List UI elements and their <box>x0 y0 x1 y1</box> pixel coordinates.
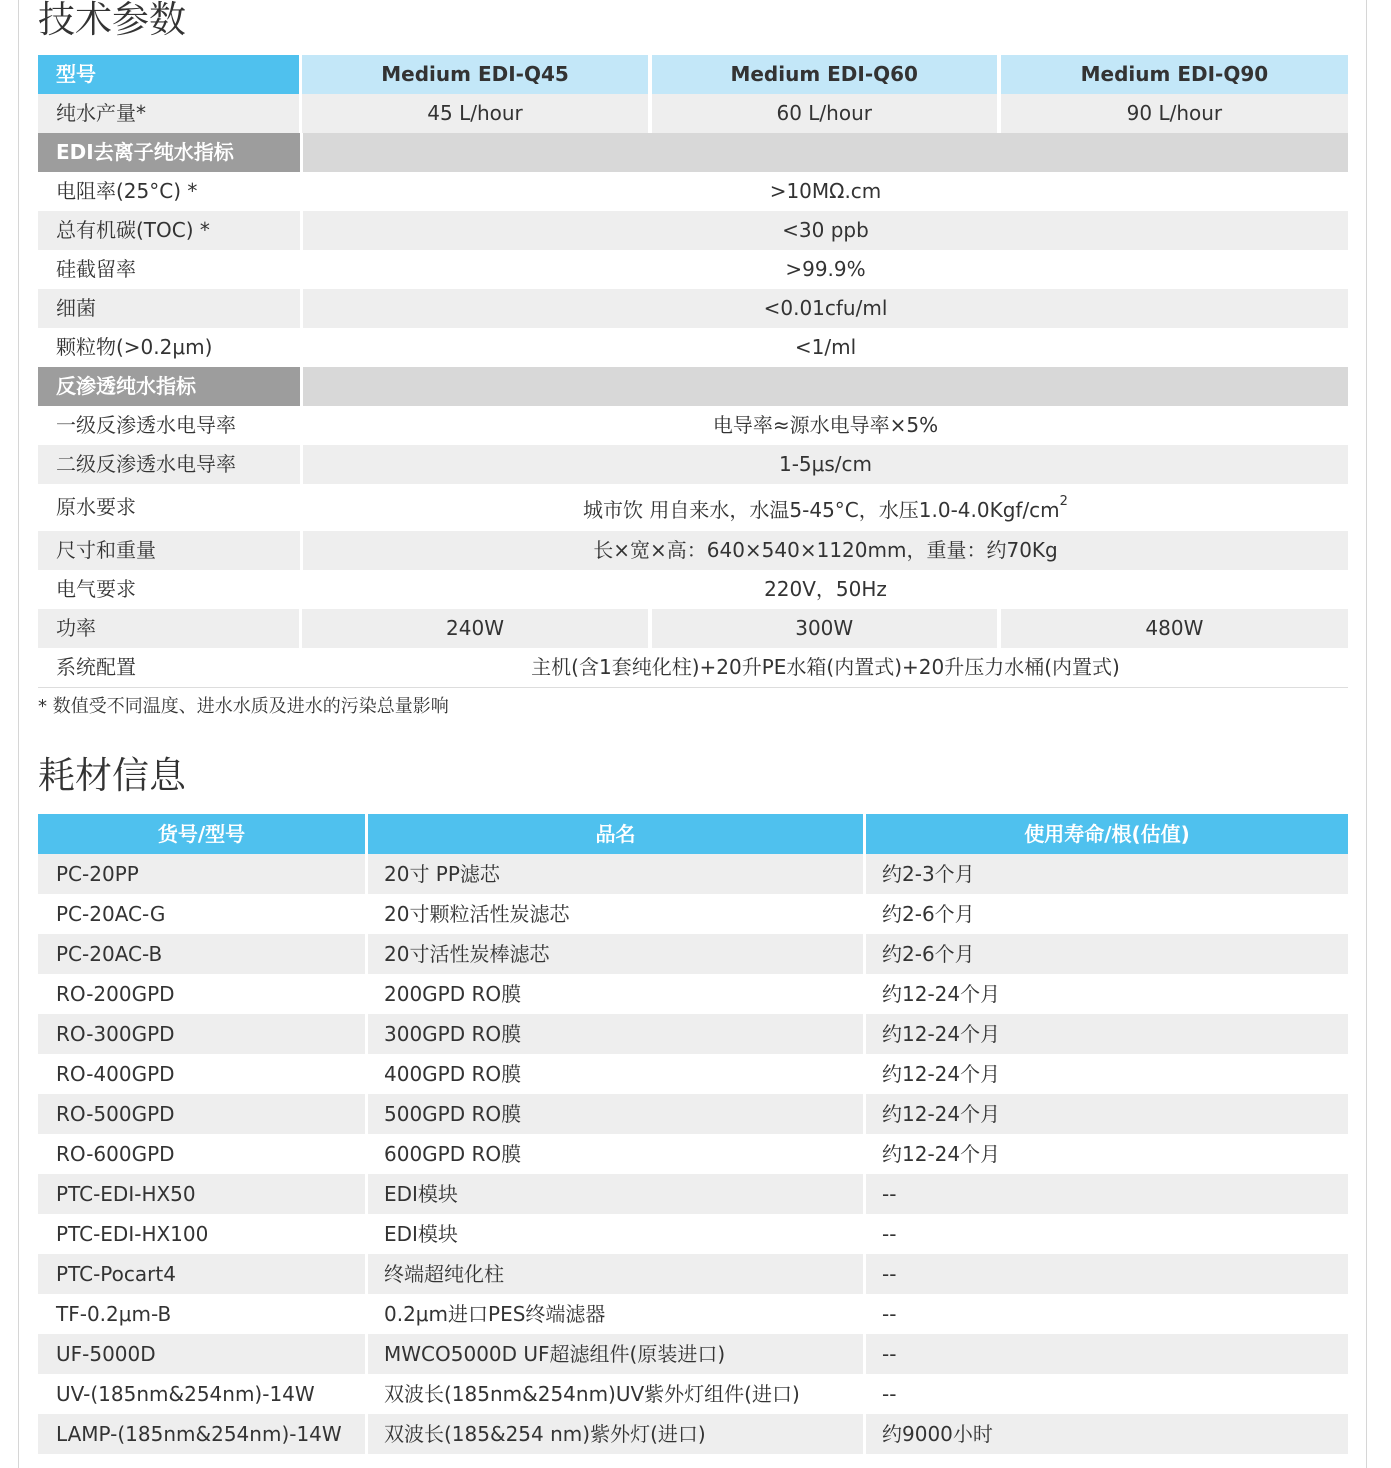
output-q45: 45 L/hour <box>302 94 647 133</box>
consumable-row <box>38 1374 1348 1414</box>
consumable-life: 约12-24个月 <box>866 1054 1348 1094</box>
col-name-header: 品名 <box>368 814 863 854</box>
spec-row <box>38 289 1348 328</box>
electric-row <box>38 570 1348 609</box>
output-q60: 60 L/hour <box>652 94 997 133</box>
consumable-row <box>38 1054 1348 1094</box>
spec-value: >10MΩ.cm <box>303 172 1348 211</box>
consumable-row <box>38 1214 1348 1254</box>
consumable-life: -- <box>866 1334 1348 1374</box>
consumable-life: 约2-3个月 <box>866 854 1348 894</box>
consumable-code: UV-(185nm&254nm)-14W <box>38 1374 365 1414</box>
output-row <box>38 94 1348 133</box>
consumable-row <box>38 974 1348 1014</box>
consumable-row <box>38 1014 1348 1054</box>
consumable-code: PC-20PP <box>38 854 365 894</box>
spec-value: 电导率≈源水电导率×5% <box>303 406 1348 445</box>
consumable-life: -- <box>866 1374 1348 1414</box>
model-q60: Medium EDI-Q60 <box>652 55 997 94</box>
section-ro-label: 反渗透纯水指标 <box>38 367 300 406</box>
power-q90: 480W <box>1001 609 1348 648</box>
consumable-code: TF-0.2μm-B <box>38 1294 365 1334</box>
consumable-row <box>38 894 1348 934</box>
consumable-code: PTC-Pocart4 <box>38 1254 365 1294</box>
electric-label: 电气要求 <box>38 570 300 609</box>
consumable-name: 400GPD RO膜 <box>368 1054 863 1094</box>
specs-title: 技术参数 <box>38 0 186 41</box>
spec-label: 硅截留率 <box>38 250 300 289</box>
config-value: 主机(含1套纯化柱)+20升PE水箱(内置式)+20升压力水桶(内置式) <box>303 648 1348 687</box>
consumable-code: LAMP-(185nm&254nm)-14W <box>38 1414 365 1454</box>
consumable-life: -- <box>866 1174 1348 1214</box>
spec-row <box>38 211 1348 250</box>
spec-label: 颗粒物(>0.2μm) <box>38 328 300 367</box>
specs-footnote: * 数值受不同温度、进水水质及进水的污染总量影响 <box>38 696 449 717</box>
col-life-header: 使用寿命/根(估值) <box>866 814 1348 854</box>
consumable-name: EDI模块 <box>368 1214 863 1254</box>
consumable-name: 20寸活性炭棒滤芯 <box>368 934 863 974</box>
consumable-code: PC-20AC-G <box>38 894 365 934</box>
consumable-name: 终端超纯化柱 <box>368 1254 863 1294</box>
consumable-name: 0.2μm进口PES终端滤器 <box>368 1294 863 1334</box>
spec-row <box>38 328 1348 367</box>
col-code-header: 货号/型号 <box>38 814 365 854</box>
raw-water-value <box>303 484 1348 531</box>
consumable-life: -- <box>866 1294 1348 1334</box>
model-q90: Medium EDI-Q90 <box>1001 55 1348 94</box>
power-row <box>38 609 1348 648</box>
consumable-code: RO-300GPD <box>38 1014 365 1054</box>
consumable-row <box>38 1134 1348 1174</box>
consumable-name: 20寸 PP滤芯 <box>368 854 863 894</box>
spec-row <box>38 445 1348 484</box>
consumable-name: 600GPD RO膜 <box>368 1134 863 1174</box>
consumables-header-row <box>38 814 1348 854</box>
consumable-name: 300GPD RO膜 <box>368 1014 863 1054</box>
spec-row <box>38 406 1348 445</box>
spec-value: <30 ppb <box>303 211 1348 250</box>
consumable-code: PC-20AC-B <box>38 934 365 974</box>
consumable-code: RO-400GPD <box>38 1054 365 1094</box>
consumable-name: 双波长(185nm&254nm)UV紫外灯组件(进口) <box>368 1374 863 1414</box>
consumable-life: -- <box>866 1214 1348 1254</box>
spec-row <box>38 250 1348 289</box>
consumable-row <box>38 1334 1348 1374</box>
specs-header-row <box>38 55 1348 94</box>
consumable-row <box>38 934 1348 974</box>
output-label: 纯水产量* <box>38 94 299 133</box>
consumable-row <box>38 1294 1348 1334</box>
consumable-row <box>38 1254 1348 1294</box>
spec-label: 电阻率(25°C) * <box>38 172 300 211</box>
consumables-title: 耗材信息 <box>38 754 186 797</box>
consumable-name: 双波长(185&254 nm)紫外灯(进口) <box>368 1414 863 1454</box>
consumable-name: 200GPD RO膜 <box>368 974 863 1014</box>
consumable-code: RO-600GPD <box>38 1134 365 1174</box>
consumable-life: 约12-24个月 <box>866 1094 1348 1134</box>
consumable-row <box>38 1174 1348 1214</box>
power-q60: 300W <box>652 609 997 648</box>
model-label: 型号 <box>38 55 299 94</box>
consumable-code: PTC-EDI-HX100 <box>38 1214 365 1254</box>
config-row <box>38 648 1348 688</box>
section-ro-row <box>38 367 1348 406</box>
spec-label: 二级反渗透水电导率 <box>38 445 300 484</box>
consumable-name: 20寸颗粒活性炭滤芯 <box>368 894 863 934</box>
spec-label: 总有机碳(TOC) * <box>38 211 300 250</box>
section-edi-fill <box>303 133 1348 172</box>
raw-water-label: 原水要求 <box>38 484 300 531</box>
spec-value: <0.01cfu/ml <box>303 289 1348 328</box>
consumable-code: RO-200GPD <box>38 974 365 1014</box>
raw-water-text: 城市饮 用自来水，水温5-45°C，水压1.0-4.0Kgf/cm <box>583 498 1060 522</box>
consumable-name: EDI模块 <box>368 1174 863 1214</box>
model-q45: Medium EDI-Q45 <box>302 55 647 94</box>
consumable-life: -- <box>866 1254 1348 1294</box>
raw-water-sup: 2 <box>1059 494 1068 509</box>
spec-value: 1-5μs/cm <box>303 445 1348 484</box>
size-weight-value: 长×宽×高：640×540×1120mm，重量：约70Kg <box>303 531 1348 570</box>
consumable-code: UF-5000D <box>38 1334 365 1374</box>
consumable-life: 约2-6个月 <box>866 894 1348 934</box>
spec-label: 一级反渗透水电导率 <box>38 406 300 445</box>
power-label: 功率 <box>38 609 299 648</box>
electric-value: 220V，50Hz <box>303 570 1348 609</box>
section-ro-fill <box>303 367 1348 406</box>
section-edi-row <box>38 133 1348 172</box>
consumable-row <box>38 854 1348 894</box>
consumable-row <box>38 1414 1348 1454</box>
output-q90: 90 L/hour <box>1001 94 1348 133</box>
raw-water-row <box>38 484 1348 531</box>
consumable-life: 约2-6个月 <box>866 934 1348 974</box>
size-weight-label: 尺寸和重量 <box>38 531 300 570</box>
size-weight-row <box>38 531 1348 570</box>
consumable-name: MWCO5000D UF超滤组件(原装进口) <box>368 1334 863 1374</box>
consumable-life: 约9000小时 <box>866 1414 1348 1454</box>
spec-value: >99.9% <box>303 250 1348 289</box>
spec-value: <1/ml <box>303 328 1348 367</box>
section-edi-label: EDI去离子纯水指标 <box>38 133 300 172</box>
consumable-code: PTC-EDI-HX50 <box>38 1174 365 1214</box>
consumable-life: 约12-24个月 <box>866 1014 1348 1054</box>
consumables-table <box>38 814 1348 1454</box>
consumable-row <box>38 1094 1348 1134</box>
consumable-name: 500GPD RO膜 <box>368 1094 863 1134</box>
consumable-life: 约12-24个月 <box>866 974 1348 1014</box>
consumable-code: RO-500GPD <box>38 1094 365 1134</box>
spec-row <box>38 172 1348 211</box>
consumables-body <box>38 854 1348 1454</box>
power-q45: 240W <box>302 609 647 648</box>
spec-label: 细菌 <box>38 289 300 328</box>
consumable-life: 约12-24个月 <box>866 1134 1348 1174</box>
specs-table <box>38 55 1348 688</box>
config-label: 系统配置 <box>38 648 300 687</box>
